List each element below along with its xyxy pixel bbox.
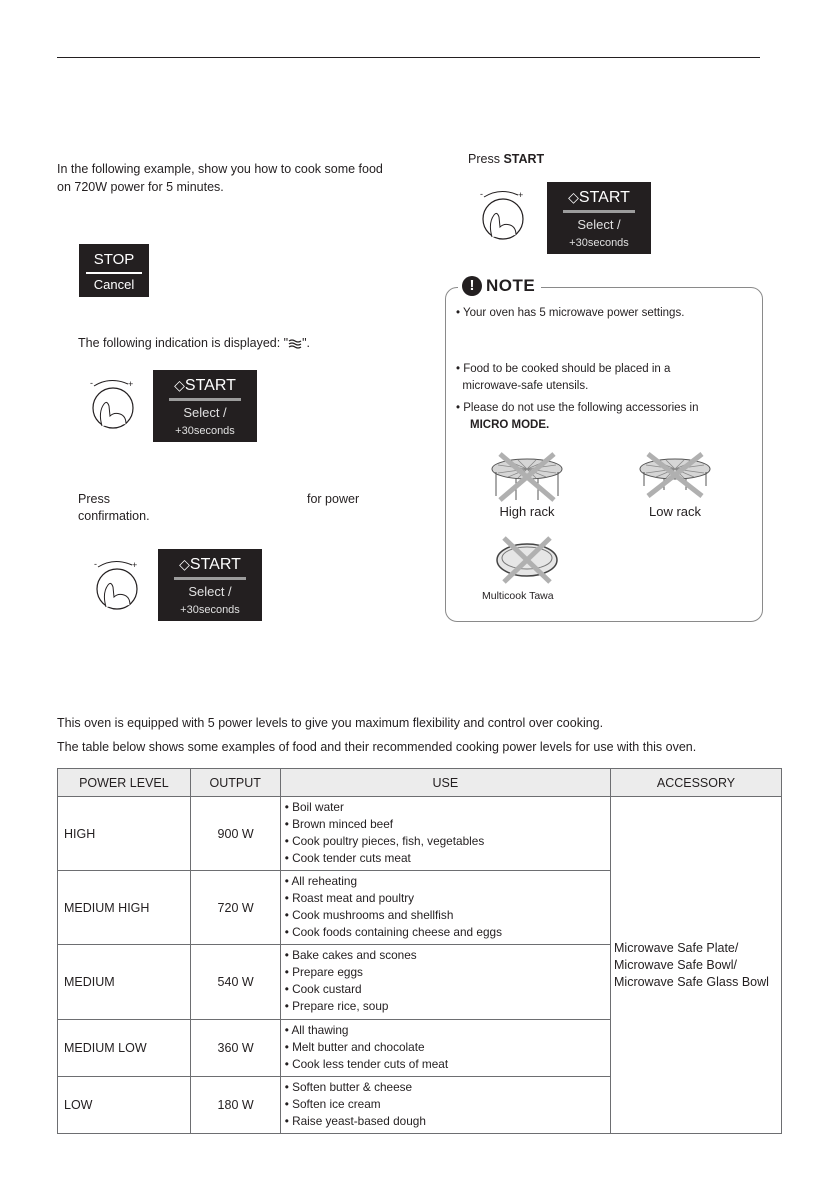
oven-display-2 [158, 549, 262, 621]
power-levels-intro: This oven is equipped with 5 power levels to give you maximum flexibility and control over cooking. [57, 716, 604, 730]
confirmation-text: confirmation. [78, 509, 150, 523]
high-rack-icon [488, 450, 566, 504]
svg-text:+: + [128, 379, 134, 389]
indication-end: ". [302, 336, 311, 350]
svg-text:-: - [480, 189, 483, 199]
stop-cancel-button[interactable] [79, 244, 149, 297]
display-start: START [578, 189, 630, 206]
power-level-cell: HIGH [58, 797, 191, 871]
header-accessory: ACCESSORY [611, 769, 782, 797]
power-levels-intro-2: The table below shows some examples of food and their recommended cooking power levels for use with this oven. [57, 740, 697, 754]
dial-knob-icon [92, 557, 142, 615]
output-cell: 900 W [190, 797, 280, 871]
dial-knob-icon [88, 376, 138, 434]
display-seconds: +30seconds [175, 425, 235, 437]
exclamation-icon: ! [462, 276, 482, 296]
note-item: • Food to be cooked should be placed in a [456, 363, 671, 375]
press-start-text [468, 150, 544, 168]
display-seconds: +30seconds [180, 604, 240, 616]
intro-text: In the following example, show you how to cook some food on 720W power for 5 minutes. [57, 162, 383, 194]
indication-text [78, 334, 310, 352]
low-rack-label: Low rack [648, 504, 702, 519]
table-row [58, 797, 782, 871]
indication-label: The following indication is displayed: " [78, 336, 289, 350]
oven-display-3 [547, 182, 651, 254]
press-text: Press [78, 492, 110, 506]
display-select: Select / [577, 217, 621, 232]
output-cell: 180 W [190, 1077, 280, 1134]
accessory-cell: Microwave Safe Plate/ Microwave Safe Bowl/ Microwave Safe Glass Bowl [611, 797, 782, 1134]
header-output: OUTPUT [190, 769, 280, 797]
cancel-label: Cancel [93, 277, 135, 292]
display-seconds: +30seconds [569, 237, 629, 249]
table-header-row [58, 769, 782, 797]
power-level-cell: MEDIUM LOW [58, 1020, 191, 1077]
stop-label: STOP [93, 251, 135, 268]
display-select: Select / [188, 584, 232, 599]
start-icon: ◇ [568, 189, 579, 205]
dial-knob-icon [478, 187, 528, 245]
use-cell: • Bake cakes and scones • Prepare eggs • Cook custard • Prepare rice, soup [280, 945, 610, 1020]
use-cell: • Soften butter & cheese • Soften ice cream • Raise yeast-based dough [280, 1077, 610, 1134]
display-start: START [189, 556, 241, 573]
note-title: NOTE [486, 276, 536, 295]
svg-text:-: - [94, 559, 97, 569]
svg-text:+: + [132, 560, 138, 570]
start-keyword: START [503, 152, 545, 166]
use-cell: • All thawing • Melt butter and chocolate • Cook less tender cuts of meat [280, 1020, 610, 1077]
display-bar [169, 398, 241, 401]
note-item: microwave-safe utensils. [456, 380, 589, 392]
svg-text:-: - [90, 378, 93, 388]
use-cell: • Boil water • Brown minced beef • Cook poultry pieces, fish, vegetables • Cook tender cuts meat [280, 797, 610, 871]
power-level-table [57, 768, 782, 1134]
micro-mode-label: MICRO MODE. [470, 419, 550, 431]
display-start: START [184, 377, 236, 394]
header-use: USE [280, 769, 610, 797]
note-item: • Your oven has 5 microwave power settings. [456, 307, 685, 319]
output-cell: 360 W [190, 1020, 280, 1077]
oven-display-1 [153, 370, 257, 442]
display-select: Select / [183, 405, 227, 420]
note-header [458, 276, 541, 302]
multicook-tawa-label: Multicook Tawa [482, 590, 554, 602]
display-bar [563, 210, 635, 213]
power-level-cell: LOW [58, 1077, 191, 1134]
svg-text:+: + [518, 190, 524, 200]
output-cell: 720 W [190, 871, 280, 945]
high-rack-label: High rack [499, 504, 555, 519]
stop-divider [86, 272, 142, 274]
multicook-tawa-icon [492, 534, 562, 586]
display-bar [174, 577, 246, 580]
output-cell: 540 W [190, 945, 280, 1020]
microwave-waves-icon [288, 336, 302, 350]
power-level-cell: MEDIUM [58, 945, 191, 1020]
header-rule [57, 57, 760, 58]
low-rack-icon [636, 450, 714, 504]
note-item: • Please do not use the following accessories in [456, 402, 699, 414]
header-power-level: POWER LEVEL [58, 769, 191, 797]
use-cell: • All reheating • Roast meat and poultry • Cook mushrooms and shellfish • Cook foods containing cheese and eggs [280, 871, 610, 945]
start-icon: ◇ [179, 556, 190, 572]
power-level-cell: MEDIUM HIGH [58, 871, 191, 945]
press-label: Press [468, 152, 500, 166]
start-icon: ◇ [174, 377, 185, 393]
press-tail-text: for power [307, 492, 360, 506]
